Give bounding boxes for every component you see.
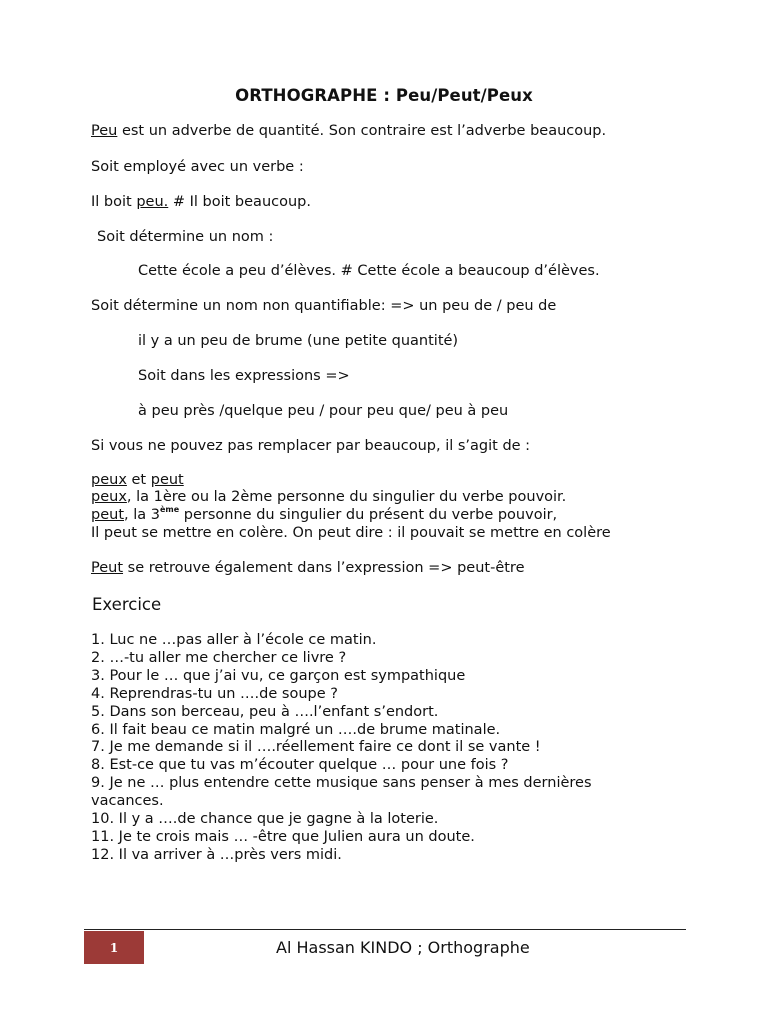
- exercise-item: 11. Je te crois mais … -être que Julien aura un doute.: [91, 829, 475, 845]
- example-text: Il boit: [91, 194, 137, 210]
- exercise-item: 12. Il va arriver à …près vers midi.: [91, 847, 342, 863]
- example-noun: Cette école a peu d’élèves. # Cette école a beaucoup d’élèves.: [138, 263, 600, 279]
- example-text: # Il boit beaucoup.: [168, 194, 311, 210]
- superscript: ème: [159, 505, 180, 514]
- footer-author: Al Hassan KINDO ; Orthographe: [276, 938, 530, 957]
- keyword-peut: peut: [150, 472, 184, 488]
- exercise-heading: Exercice: [92, 595, 162, 614]
- footer-divider: [84, 929, 686, 930]
- exercise-item: 6. Il fait beau ce matin malgré un ….de brume matinale.: [91, 722, 501, 738]
- paragraph-peut-etre: [91, 560, 525, 576]
- paragraph-text: est un adverbe de quantité. Son contraire est l’adverbe beaucoup.: [117, 123, 607, 139]
- keyword-peu: Peu: [91, 123, 118, 139]
- exercise-item: 3. Pour le … que j’ai vu, ce garçon est sympathique: [91, 668, 466, 684]
- paragraph-text: et: [126, 472, 151, 488]
- paragraph-peu-definition: [91, 123, 606, 139]
- keyword-peux: peux: [91, 472, 127, 488]
- exercise-item: 1. Luc ne …pas aller à l’école ce matin.: [91, 632, 377, 648]
- paragraph-text: se retrouve également dans l’expression => peut-être: [123, 560, 525, 576]
- exercise-item: 2. …-tu aller me chercher ce livre ?: [91, 650, 347, 666]
- paragraph-text: personne du singulier du présent du verbe pouvoir,: [179, 507, 558, 523]
- exercise-item: 7. Je me demande si il ….réellement faire ce dont il se vante !: [91, 739, 541, 755]
- definition-peut: [91, 507, 557, 523]
- paragraph-expressions: Soit dans les expressions =>: [138, 368, 350, 384]
- exercise-item: 5. Dans son berceau, peu à ….l’enfant s’endort.: [91, 704, 439, 720]
- definition-peux: [91, 489, 566, 505]
- exercise-item: 10. Il y a ….de chance que je gagne à la loterie.: [91, 811, 439, 827]
- paragraph-text: , la 3: [124, 507, 160, 523]
- page-number-badge: 1: [84, 931, 144, 964]
- exercise-item: 9. Je ne … plus entendre cette musique sans penser à mes dernières: [91, 775, 592, 791]
- paragraph-text: , la 1ère ou la 2ème personne du singulier du verbe pouvoir.: [126, 489, 567, 505]
- keyword-peut: peut: [91, 507, 125, 523]
- keyword-peu: peu.: [136, 194, 169, 210]
- paragraph-noun-use: Soit détermine un nom :: [97, 229, 274, 245]
- example-expressions: à peu près /quelque peu / pour peu que/ peu à peu: [138, 403, 509, 419]
- exercise-item: vacances.: [91, 793, 164, 809]
- example-verb: [91, 194, 311, 210]
- keyword-peux: peux: [91, 489, 127, 505]
- paragraph-verb-use: Soit employé avec un verbe :: [91, 159, 304, 175]
- keywords-peux-peut: [91, 472, 184, 488]
- keyword-peut: Peut: [91, 560, 124, 576]
- paragraph-replacement-rule: Si vous ne pouvez pas remplacer par beaucoup, il s’agit de :: [91, 438, 531, 454]
- page-title: ORTHOGRAPHE : Peu/Peut/Peux: [235, 86, 533, 105]
- example-peut: Il peut se mettre en colère. On peut dire : il pouvait se mettre en colère: [91, 525, 611, 541]
- example-uncountable: il y a un peu de brume (une petite quantité): [138, 333, 459, 349]
- exercise-item: 8. Est-ce que tu vas m’écouter quelque … pour une fois ?: [91, 757, 509, 773]
- paragraph-uncountable: Soit détermine un nom non quantifiable: => un peu de / peu de: [91, 298, 557, 314]
- exercise-item: 4. Reprendras-tu un ….de soupe ?: [91, 686, 338, 702]
